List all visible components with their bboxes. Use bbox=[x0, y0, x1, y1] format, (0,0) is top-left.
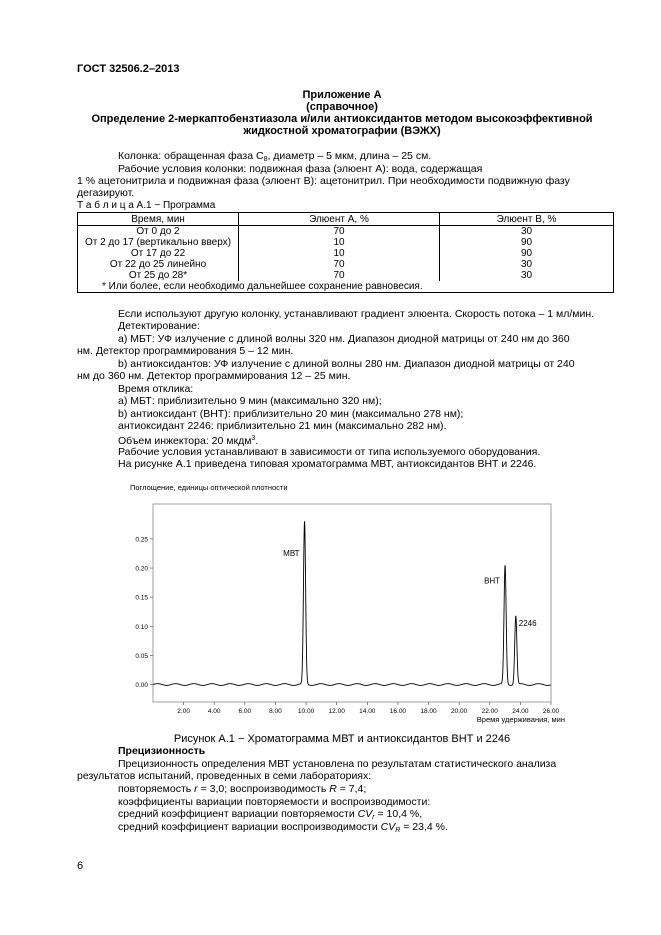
body-line: Объем инжектора: 20 мкдм$^3$. bbox=[118, 435, 259, 447]
peak-labels bbox=[283, 549, 537, 628]
body-line: b) антиоксидантов: УФ излучение с длиной волны 280 нм. Диапазон диодной матрицы от 240 bbox=[118, 358, 575, 370]
peak-label: ВНТ bbox=[484, 576, 501, 586]
x-tick-label: 26.00 bbox=[542, 708, 560, 715]
y-tick-label: 0.10 bbox=[135, 623, 148, 631]
coefficients-line: коэффициенты вариации повторяемости и воспроизводимости: bbox=[118, 796, 431, 808]
cell-eluent-a: 10 bbox=[239, 237, 440, 248]
y-tick-label: 0.25 bbox=[135, 536, 148, 544]
table-row bbox=[78, 259, 614, 270]
cell-eluent-b: 30 bbox=[440, 270, 614, 281]
table-row bbox=[78, 270, 614, 281]
header-time: Время, мин bbox=[78, 213, 239, 226]
x-tick-label: 22.00 bbox=[481, 708, 498, 715]
x-tick-label: 16.00 bbox=[389, 708, 407, 715]
chromatogram-chart bbox=[110, 480, 570, 725]
precision-text-line2: результатов испытаний, проведенных в семи лабораториях: bbox=[77, 770, 372, 782]
conditions-line1: Рабочие условия колонки: подвижная фаза (элюент А): вода, содержащая bbox=[118, 163, 483, 175]
body-line: Рабочие условия устанавливают в зависимости от типа используемого оборудования. bbox=[118, 446, 541, 458]
cell-eluent-a: 70 bbox=[239, 270, 440, 281]
cell-eluent-b: 30 bbox=[440, 259, 614, 270]
body-line: нм до 360 нм. Детектор программирования 12 – 25 мин. bbox=[77, 370, 351, 382]
table-footnote-row bbox=[78, 281, 614, 293]
x-tick-label: 12.00 bbox=[328, 708, 345, 715]
x-tick-label: 20.00 bbox=[451, 708, 468, 715]
chromatogram-trace bbox=[153, 521, 551, 685]
y-tick-label: 0.15 bbox=[135, 594, 148, 602]
repeatability-line: повторяемость r = 3,0; воспроизводимость R = 7,4; bbox=[118, 783, 367, 795]
x-tick-label: 18.00 bbox=[420, 708, 437, 715]
cell-time: От 0 до 2 bbox=[78, 226, 239, 238]
cell-eluent-a: 70 bbox=[239, 259, 440, 270]
appendix-title: Приложение А bbox=[302, 89, 382, 101]
table-row bbox=[78, 226, 614, 238]
appendix-heading-line1: Определение 2-меркаптобензтиазола и/или антиоксидантов методом высокоэффективной bbox=[91, 113, 593, 125]
x-tick-label: 24.00 bbox=[512, 708, 529, 715]
precision-heading: Прецизионность bbox=[118, 745, 206, 757]
peak-label: МВТ bbox=[283, 549, 300, 559]
conditions-line2: 1 % ацетонитрила и подвижная фаза (элюент В): ацетонитрил. При необходимости подвижную фазу bbox=[77, 175, 570, 187]
body-line: Время отклика: bbox=[118, 383, 194, 395]
cv-repeatability-line: средний коэффициент вариации повторяемости $CV_r = 10,4$ %, bbox=[118, 808, 423, 821]
cell-eluent-b: 90 bbox=[440, 237, 614, 248]
table-footnote: * Или более, если необходимо дальнейшее сохранение равновесия. bbox=[78, 281, 614, 293]
peak-label: 2246 bbox=[518, 618, 537, 628]
x-tick-label: 10.00 bbox=[297, 708, 315, 715]
cv-reproducibility-line: средний коэффициент вариации воспроизводимости $CV_R = 23,4$ %. bbox=[118, 821, 448, 834]
body-line: На рисунке А.1 приведена типовая хроматограмма МВТ, антиоксидантов ВНТ и 2246. bbox=[118, 458, 537, 470]
y-tick-label: 0.00 bbox=[135, 682, 148, 690]
cell-time: От 22 до 25 линейно bbox=[78, 259, 239, 270]
cell-time: От 17 до 22 bbox=[78, 248, 239, 259]
plot-frame bbox=[153, 504, 551, 702]
program-table bbox=[77, 212, 614, 293]
x-tick-label: 8.00 bbox=[269, 708, 282, 715]
x-axis-label: Время удерживания, мин bbox=[476, 715, 565, 724]
table-caption: Т а б л и ц а А.1 − Программа bbox=[77, 200, 216, 211]
header-eluent-b: Элюент В, % bbox=[440, 213, 614, 226]
body-line: а) МБТ: приблизительно 9 мин (максимально 320 нм); bbox=[118, 395, 382, 407]
appendix-heading-line2: жидкостной хроматографии (ВЭЖХ) bbox=[243, 125, 441, 137]
x-tick-label: 14.00 bbox=[359, 708, 376, 715]
standard-code: ГОСТ 32506.2–2013 bbox=[77, 63, 180, 75]
cell-time: От 2 до 17 (вертикально вверх) bbox=[78, 237, 239, 248]
figure-caption: Рисунок А.1 − Хроматограмма МВТ и антиоксидантов ВНТ и 2246 bbox=[173, 733, 511, 745]
cell-eluent-b: 90 bbox=[440, 248, 614, 259]
x-tick-label: 2.00 bbox=[177, 708, 190, 715]
body-line: Детектирование: bbox=[118, 320, 200, 332]
page-number: 6 bbox=[77, 860, 84, 872]
header-eluent-a: Элюент А, % bbox=[239, 213, 440, 226]
body-line: а) МБТ: УФ излучение с длиной волны 320 нм. Диапазон диодной матрицы от 240 нм до 360 bbox=[118, 333, 570, 345]
cell-eluent-a: 10 bbox=[239, 248, 440, 259]
cell-eluent-a: 70 bbox=[239, 226, 440, 238]
x-tick-label: 4.00 bbox=[207, 708, 221, 715]
body-line: b) антиоксидант (ВНТ): приблизительно 20 мин (максимально 278 нм); bbox=[118, 408, 464, 420]
body-line: Если используют другую колонку, устанавливают градиент элюента. Скорость потока – 1 мл/мин. bbox=[118, 308, 595, 320]
body-line: нм. Детектор программирования 5 – 12 мин. bbox=[77, 345, 294, 357]
column-description: Колонка: обращенная фаза $С_8$, диаметр – 5 мкм, длина – 25 см. bbox=[118, 150, 432, 163]
x-ticks bbox=[177, 702, 559, 715]
table-row bbox=[78, 237, 614, 248]
x-tick-label: 6.00 bbox=[238, 708, 252, 715]
table-row bbox=[78, 248, 614, 259]
body-line: антиоксидант 2246: приблизительно 21 мин (максимально 282 нм). bbox=[118, 420, 447, 432]
y-tick-label: 0.20 bbox=[135, 565, 148, 573]
appendix-type: (справочное) bbox=[306, 101, 378, 113]
y-tick-label: 0.05 bbox=[135, 652, 148, 660]
y-axis-label: Поглощение, единицы оптической плотности bbox=[130, 483, 288, 492]
precision-text-line1: Прецизионность определения МВТ установлена по результатам статистического анализа bbox=[118, 758, 557, 770]
y-ticks bbox=[135, 536, 153, 689]
cell-time: От 25 до 28* bbox=[78, 270, 239, 281]
conditions-line3: дегазируют. bbox=[77, 187, 135, 199]
cell-eluent-b: 30 bbox=[440, 226, 614, 238]
